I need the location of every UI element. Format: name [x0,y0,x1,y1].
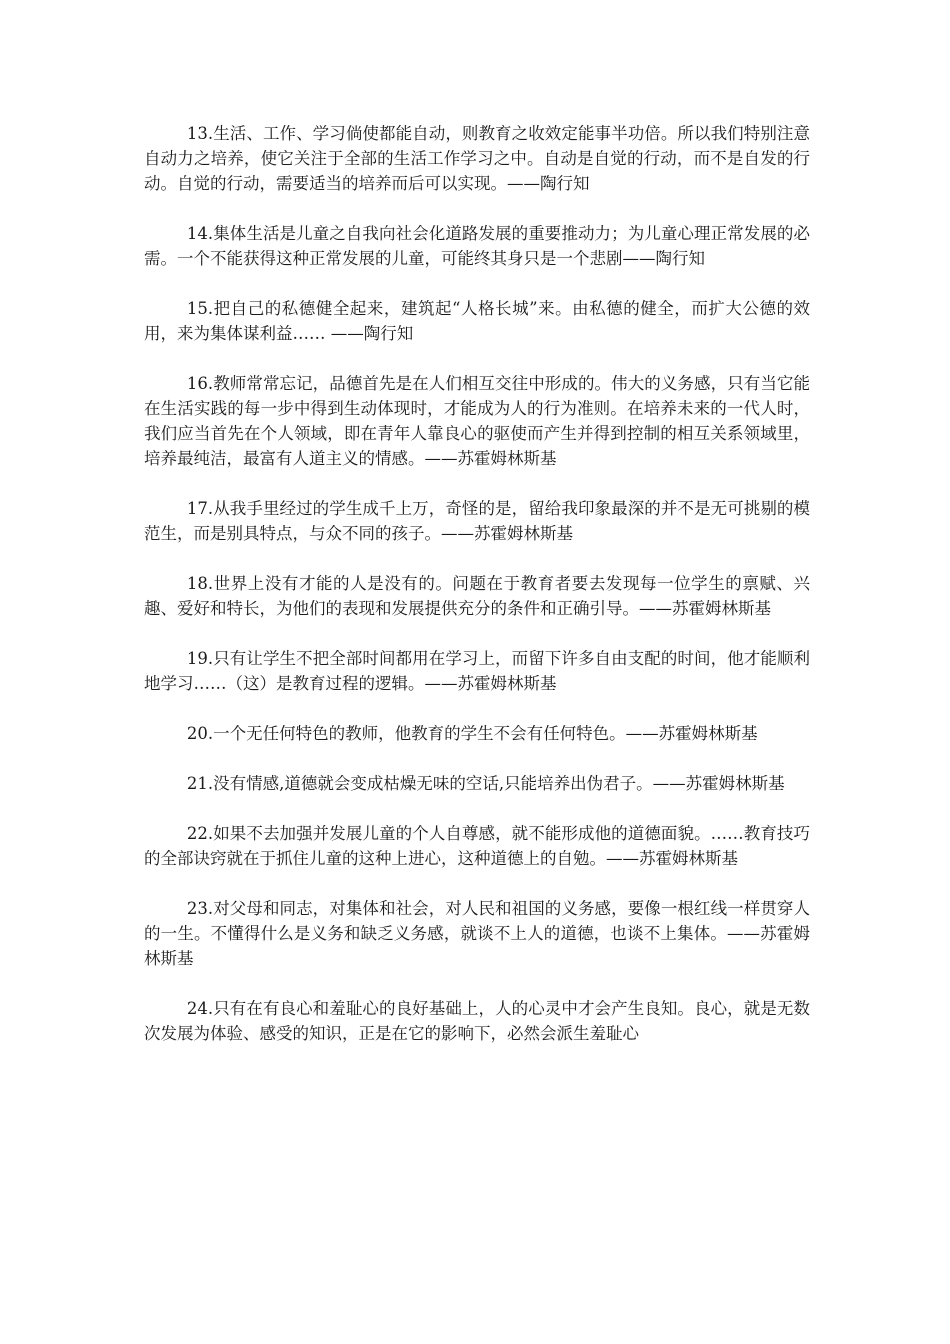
quote-paragraph-24: 24.只有在有良心和羞耻心的良好基础上，人的心灵中才会产生良知。良心，就是无数次发展为体验、感受的知识，正是在它的影响下，必然会派生羞耻心 [144,999,810,1043]
document-body [144,121,810,1071]
quote-paragraph-16: 16.教师常常忘记，品德首先是在人们相互交往中形成的。伟大的义务感，只有当它能在生活实践的每一步中得到生动体现时，才能成为人的行为准则。在培养未来的一代人时，我们应当首先在个人领域，即在青年人靠良心的驱使而产生并得到控制的相互关系领域里，培养最纯洁，最富有人道主义的情感。——苏霍姆林斯基 [144,374,810,468]
quote-paragraph-19: 19.只有让学生不把全部时间都用在学习上，而留下许多自由支配的时间，他才能顺利地学习……（这）是教育过程的逻辑。——苏霍姆林斯基 [144,649,810,693]
quote-paragraph-22: 22.如果不去加强并发展儿童的个人自尊感，就不能形成他的道德面貌。……教育技巧的全部诀窍就在于抓住儿童的这种上进心，这种道德上的自勉。——苏霍姆林斯基 [144,824,810,868]
quote-paragraph-20: 20.一个无任何特色的教师，他教育的学生不会有任何特色。——苏霍姆林斯基 [186,724,758,743]
quote-paragraph-13: 13.生活、工作、学习倘使都能自动，则教育之收效定能事半功倍。所以我们特别注意自动力之培养，使它关注于全部的生活工作学习之中。自动是自觉的行动，而不是自发的行动。自觉的行动，需要适当的培养而后可以实现。——陶行知 [144,124,810,193]
quote-paragraph-15: 15.把自己的私德健全起来，建筑起“人格长城”来。由私德的健全，而扩大公德的效用，来为集体谋利益…… ——陶行知 [144,299,810,343]
quote-paragraph-18: 18.世界上没有才能的人是没有的。问题在于教育者要去发现每一位学生的禀赋、兴趣、爱好和特长，为他们的表现和发展提供充分的条件和正确引导。——苏霍姆林斯基 [144,574,810,618]
quote-paragraph-17: 17.从我手里经过的学生成千上万，奇怪的是，留给我印象最深的并不是无可挑剔的模范生，而是别具特点，与众不同的孩子。——苏霍姆林斯基 [144,499,810,543]
quote-paragraph-23: 23.对父母和同志，对集体和社会，对人民和祖国的义务感，要像一根红线一样贯穿人的一生。不懂得什么是义务和缺乏义务感，就谈不上人的道德，也谈不上集体。——苏霍姆林斯基 [144,899,810,968]
quote-paragraph-14: 14.集体生活是儿童之自我向社会化道路发展的重要推动力；为儿童心理正常发展的必需。一个不能获得这种正常发展的儿童，可能终其身只是一个悲剧——陶行知 [144,224,810,268]
quote-paragraph-21: 21.没有情感,道德就会变成枯燥无味的空话,只能培养出伪君子。——苏霍姆林斯基 [186,774,785,793]
